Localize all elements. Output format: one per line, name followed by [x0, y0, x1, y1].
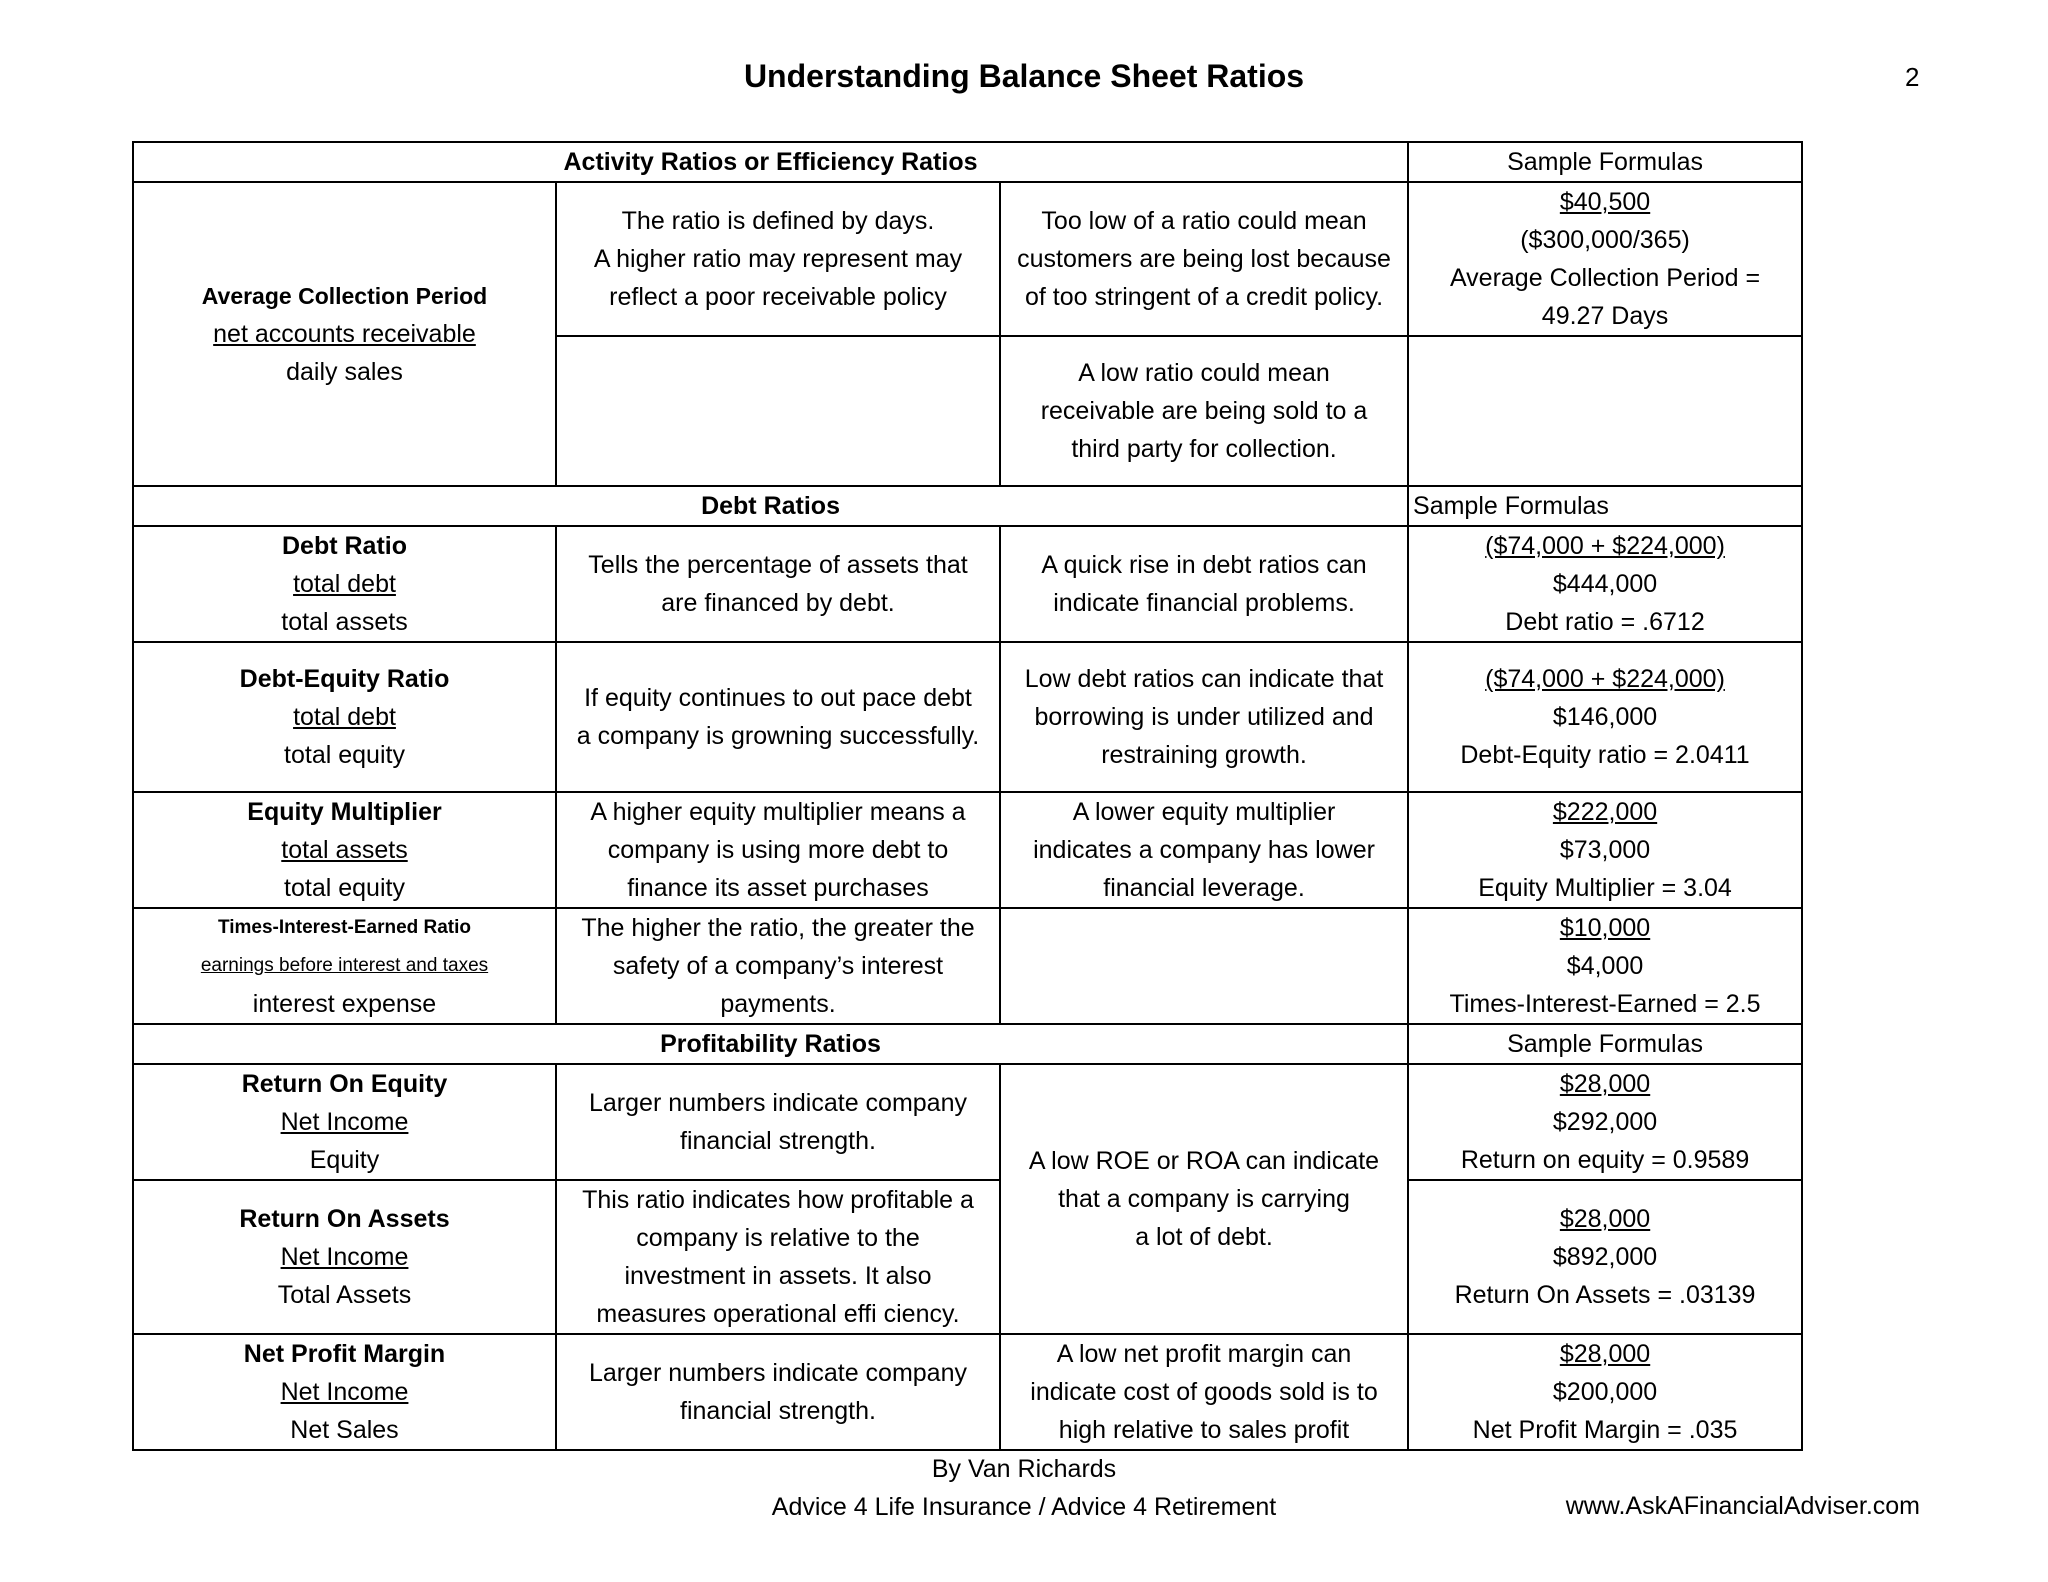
formula-line: 49.27 Days [1541, 302, 1669, 330]
ratio-description [556, 908, 1000, 1024]
footer-url[interactable]: www.AskAFinancialAdviser.com [1565, 1492, 1920, 1520]
description-line: safety of a company’s interest [612, 952, 944, 980]
sample-formulas-header: Sample Formulas [1408, 486, 1802, 526]
description-line: finance its asset purchases [627, 874, 929, 902]
formula-line: $222,000 [1552, 798, 1658, 826]
table-row [133, 908, 1802, 1024]
formula-line: $4,000 [1566, 952, 1644, 980]
table-row [133, 1064, 1802, 1180]
sample-formula [1408, 1064, 1802, 1180]
formula-line: Equity Multiplier = 3.04 [1478, 874, 1732, 902]
ratio-numerator: net accounts receivable [213, 320, 476, 348]
ratio-net-profit-margin [133, 1334, 556, 1450]
ratio-name: Debt Ratio [282, 532, 407, 560]
ratio-denominator: daily sales [286, 358, 403, 386]
description-line: A higher ratio may represent may [593, 245, 963, 273]
sample-formula [1408, 1180, 1802, 1334]
ratio-name: Average Collection Period [201, 283, 488, 309]
ratio-name: Net Profit Margin [243, 1340, 446, 1368]
ratio-note [1000, 642, 1408, 792]
section-title-debt: Debt Ratios [133, 486, 1408, 526]
note-line: Low debt ratios can indicate that [1024, 665, 1384, 693]
section-title-activity: Activity Ratios or Efficiency Ratios [133, 142, 1408, 182]
ratio-denominator: interest expense [252, 990, 437, 1018]
ratio-note [1000, 1334, 1408, 1450]
description-line: company is using more debt to [607, 836, 949, 864]
ratio-numerator: Net Income [280, 1378, 409, 1406]
ratio-description [556, 526, 1000, 642]
note-line: borrowing is under utilized and [1034, 703, 1374, 731]
table-row [133, 182, 1802, 336]
empty-cell [1000, 908, 1408, 1024]
ratio-average-collection-period [133, 182, 556, 486]
description-line: This ratio indicates how profitable a [582, 1186, 974, 1214]
note-line: A lower equity multiplier [1072, 798, 1336, 826]
ratio-denominator: Net Sales [290, 1416, 399, 1444]
ratio-name: Return On Assets [239, 1205, 450, 1233]
description-line: Larger numbers indicate company [589, 1359, 967, 1387]
note-line: Too low of a ratio could mean [1041, 207, 1367, 235]
description-line: investment in assets. It also [624, 1262, 932, 1290]
description-line: financial strength. [680, 1397, 876, 1425]
note-line: A low ratio could mean [1078, 359, 1330, 387]
note-line: a lot of debt. [1135, 1223, 1273, 1251]
ratio-name: Return On Equity [241, 1070, 448, 1098]
note-line: restraining growth. [1101, 741, 1307, 769]
ratio-numerator: total debt [293, 570, 396, 598]
sample-formula [1408, 642, 1802, 792]
empty-cell [1408, 336, 1802, 486]
note-line: indicate cost of goods sold is to [1030, 1378, 1378, 1406]
formula-line: Return On Assets = .03139 [1454, 1281, 1756, 1309]
ratio-numerator: earnings before interest and taxes [200, 955, 489, 976]
ratio-note-shared [1000, 1064, 1408, 1334]
ratio-description [556, 642, 1000, 792]
formula-line: Debt ratio = .6712 [1505, 608, 1705, 636]
formula-line: $292,000 [1552, 1108, 1658, 1136]
sample-formula [1408, 526, 1802, 642]
description-line: payments. [720, 990, 836, 1018]
formula-line: ($74,000 + $224,000) [1485, 532, 1725, 560]
description-line: financial strength. [680, 1127, 876, 1155]
ratio-debt-ratio [133, 526, 556, 642]
formula-line: $40,500 [1559, 188, 1651, 216]
ratio-note [1000, 792, 1408, 908]
note-line: indicates a company has lower [1033, 836, 1375, 864]
debt-section-header-row [133, 486, 1802, 526]
formula-line: ($300,000/365) [1520, 226, 1690, 254]
page-number: 2 [1905, 62, 1920, 92]
formula-line: Debt-Equity ratio = 2.0411 [1460, 741, 1750, 769]
ratio-denominator: Total Assets [277, 1281, 412, 1309]
description-line: The ratio is defined by days. [621, 207, 935, 235]
sample-formula [1408, 792, 1802, 908]
description-line: reflect a poor receivable policy [609, 283, 947, 311]
ratio-numerator: Net Income [280, 1108, 409, 1136]
ratio-times-interest-earned [133, 908, 556, 1024]
ratio-numerator: total debt [293, 703, 396, 731]
ratio-denominator: total equity [284, 874, 405, 902]
page-title: Understanding Balance Sheet Ratios [743, 58, 1305, 94]
note-line: third party for collection. [1071, 435, 1337, 463]
description-line: Tells the percentage of assets that [588, 551, 968, 579]
description-line: A higher equity multiplier means a [590, 798, 966, 826]
formula-line: Return on equity = 0.9589 [1460, 1146, 1750, 1174]
note-line: high relative to sales profit [1058, 1416, 1350, 1444]
ratios-table [132, 141, 1803, 1451]
table-row [133, 642, 1802, 792]
note-line: that a company is carrying [1058, 1185, 1350, 1213]
formula-line: ($74,000 + $224,000) [1485, 665, 1725, 693]
ratio-return-on-equity [133, 1064, 556, 1180]
note-line: receivable are being sold to a [1040, 397, 1368, 425]
sample-formula [1408, 908, 1802, 1024]
section-title-profitability: Profitability Ratios [133, 1024, 1408, 1064]
note-line: A low net profit margin can [1056, 1340, 1352, 1368]
ratio-numerator: Net Income [280, 1243, 409, 1271]
note-line: A low ROE or ROA can indicate [1028, 1147, 1380, 1175]
ratio-description [556, 1180, 1000, 1334]
note-line: financial leverage. [1103, 874, 1305, 902]
ratio-name: Debt-Equity Ratio [239, 665, 450, 693]
formula-line: $444,000 [1552, 570, 1658, 598]
formula-line: Average Collection Period = [1449, 264, 1761, 292]
sample-formulas-header: Sample Formulas [1408, 142, 1802, 182]
table-row [133, 792, 1802, 908]
empty-cell [556, 336, 1000, 486]
ratio-name: Times-Interest-Earned Ratio [217, 917, 472, 938]
formula-line: $146,000 [1552, 703, 1658, 731]
formula-line: $28,000 [1559, 1340, 1651, 1368]
note-line: indicate financial problems. [1053, 589, 1355, 617]
table-row [133, 1334, 1802, 1450]
ratio-denominator: Equity [309, 1146, 380, 1174]
sample-formula [1408, 182, 1802, 336]
profit-section-header-row [133, 1024, 1802, 1064]
ratio-return-on-assets [133, 1180, 556, 1334]
ratio-description [556, 792, 1000, 908]
formula-line: $28,000 [1559, 1205, 1651, 1233]
note-line: A quick rise in debt ratios can [1041, 551, 1367, 579]
description-line: The higher the ratio, the greater the [581, 914, 975, 942]
note-line: customers are being lost because [1017, 245, 1391, 273]
ratio-denominator: total equity [284, 741, 405, 769]
formula-line: Net Profit Margin = .035 [1472, 1416, 1738, 1444]
formula-line: $73,000 [1559, 836, 1651, 864]
description-line: a company is growning successfully. [576, 722, 980, 750]
activity-section-header-row [133, 142, 1802, 182]
formula-line: Times-Interest-Earned = 2.5 [1449, 990, 1761, 1018]
ratio-note [1000, 182, 1408, 336]
sample-formulas-header: Sample Formulas [1408, 1024, 1802, 1064]
table-row [133, 1180, 1802, 1334]
description-line: measures operational effi ciency. [596, 1300, 960, 1328]
footer-sites: Advice 4 Life Insurance / Advice 4 Retirement [771, 1493, 1277, 1521]
description-line: are financed by debt. [661, 589, 895, 617]
sample-formula [1408, 1334, 1802, 1450]
formula-line: $892,000 [1552, 1243, 1658, 1271]
formula-line: $200,000 [1552, 1378, 1658, 1406]
ratio-debt-equity [133, 642, 556, 792]
note-line: of too stringent of a credit policy. [1024, 283, 1384, 311]
ratio-description [556, 1064, 1000, 1180]
ratio-note [1000, 526, 1408, 642]
ratio-denominator: total assets [281, 608, 408, 636]
table-row [133, 526, 1802, 642]
description-line: Larger numbers indicate company [589, 1089, 967, 1117]
ratio-equity-multiplier [133, 792, 556, 908]
ratio-numerator: total assets [281, 836, 408, 864]
ratio-description [556, 1334, 1000, 1450]
ratio-description [556, 182, 1000, 336]
formula-line: $10,000 [1559, 914, 1651, 942]
ratio-name: Equity Multiplier [247, 798, 442, 826]
footer-author: By Van Richards [931, 1455, 1117, 1483]
ratio-note [1000, 336, 1408, 486]
description-line: company is relative to the [636, 1224, 920, 1252]
formula-line: $28,000 [1559, 1070, 1651, 1098]
description-line: If equity continues to out pace debt [584, 684, 972, 712]
